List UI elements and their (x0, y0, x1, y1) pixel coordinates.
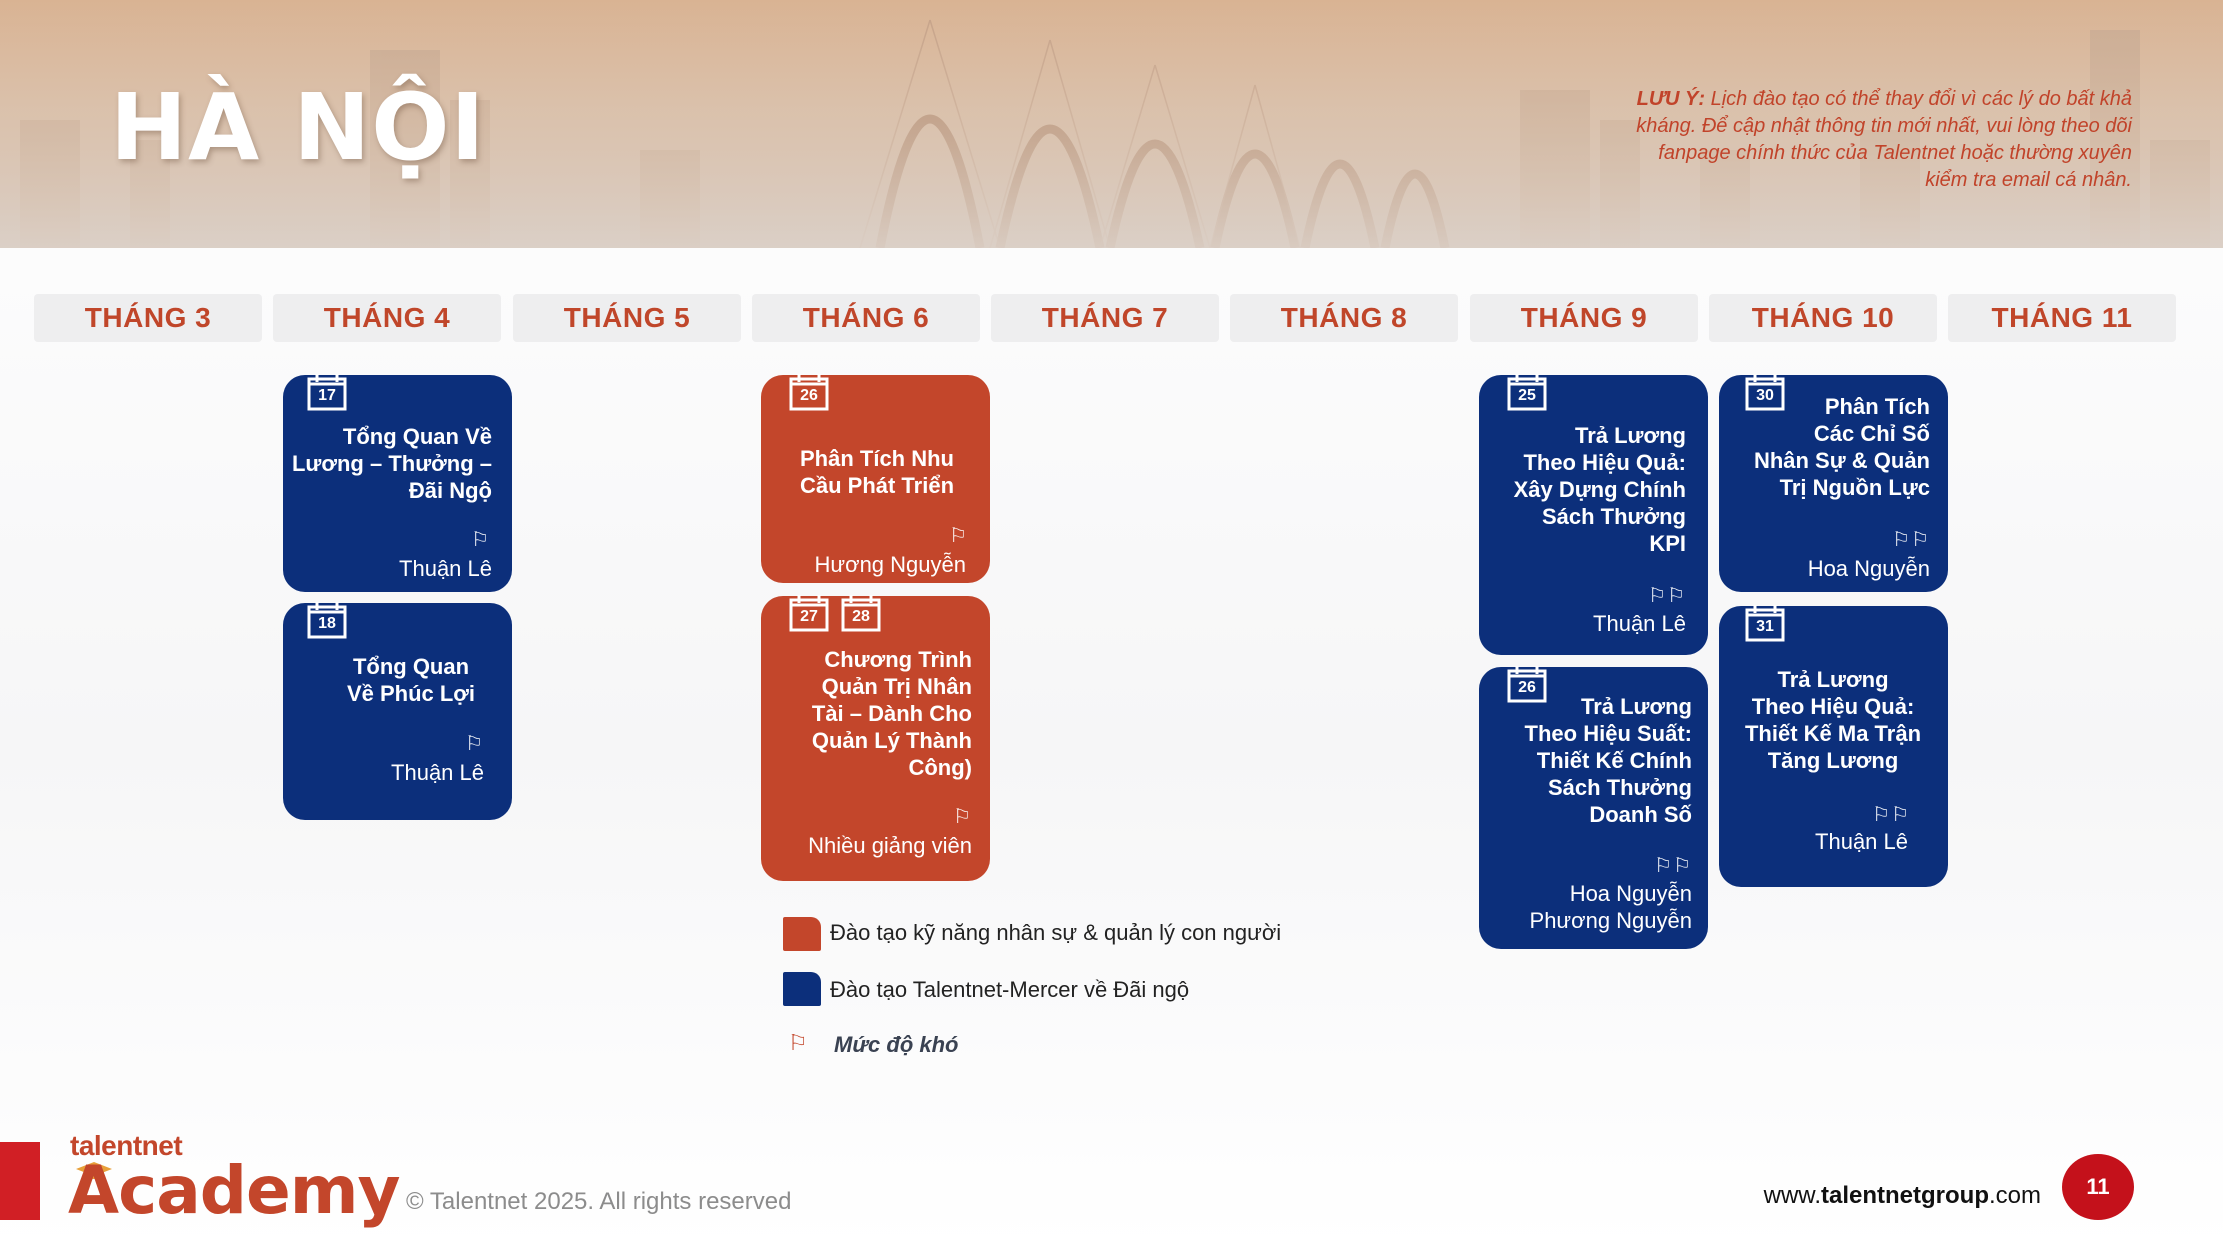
course-card[interactable] (1719, 375, 1948, 592)
month-header-8: THÁNG 8 (1230, 294, 1458, 342)
month-header-6: THÁNG 6 (752, 294, 980, 342)
page-title: HÀ NỘI (110, 74, 486, 181)
course-card[interactable] (761, 375, 990, 583)
month-header-9: THÁNG 9 (1470, 294, 1698, 342)
course-card[interactable] (1479, 375, 1708, 655)
course-date: 25 (1518, 387, 1536, 404)
month-header-7: THÁNG 7 (991, 294, 1219, 342)
calendar-icon (789, 594, 829, 632)
legend-label-difficulty: Mức độ khó (834, 1032, 959, 1057)
course-date: 27 (800, 608, 818, 625)
copyright-text: © Talentnet 2025. All rights reserved (406, 1188, 792, 1215)
course-trainer: Thuận Lê (391, 760, 484, 785)
course-title: Trả Lương Theo Hiệu Quả: Thiết Kế Ma Trận Tăng Lương (1744, 667, 1922, 773)
course-date: 30 (1756, 387, 1774, 404)
course-card[interactable] (761, 596, 990, 881)
page-number-badge: 11 (2062, 1154, 2134, 1220)
flag-icon: ⚐ (788, 1030, 808, 1055)
difficulty-flags-icon: ⚐⚐ (1648, 585, 1686, 607)
calendar-icon (307, 601, 347, 639)
calendar-icon (1745, 604, 1785, 642)
course-title: Trả Lương Theo Hiệu Suất: Thiết Kế Chính Sách Thưởng Doanh Số (1524, 694, 1692, 827)
course-title: Tổng Quan Về Phúc Lợi (346, 654, 476, 706)
course-date: 17 (318, 387, 336, 404)
course-trainer: Hoa Nguyễn (1807, 556, 1930, 581)
website-suffix: .com (1988, 1182, 2041, 1209)
website-link[interactable] (1764, 1182, 2041, 1210)
course-card[interactable] (1719, 606, 1948, 887)
difficulty-flags-icon: ⚐⚐ (1872, 804, 1910, 826)
course-trainer: Hương Nguyễn (814, 552, 966, 577)
month-header-5: THÁNG 5 (513, 294, 741, 342)
calendar-icon (841, 594, 881, 632)
course-card[interactable] (283, 375, 512, 592)
legend-swatch-hr-skills (783, 917, 821, 951)
course-title: Trả Lương Theo Hiệu Quả: Xây Dựng Chính Sách Thưởng KPI (1513, 423, 1686, 556)
month-header-10: THÁNG 10 (1709, 294, 1937, 342)
logo-academy: Academy (68, 1152, 400, 1229)
course-card[interactable] (1479, 667, 1708, 949)
difficulty-flag-icon: ⚐ (465, 733, 484, 755)
course-title: Tổng Quan Về Lương – Thưởng – Đãi Ngộ (291, 424, 492, 503)
month-header-3: THÁNG 3 (34, 294, 262, 342)
course-title: Chương Trình Quản Trị Nhân Tài – Dành Cho Quản Lý Thành Công) (811, 647, 972, 780)
calendar-icon (789, 373, 829, 411)
course-title: Phân Tích Các Chỉ Số Nhân Sự & Quản Trị Nguồn Lực (1753, 394, 1930, 500)
course-date: 26 (800, 387, 818, 404)
course-trainer: Thuận Lê (1815, 829, 1908, 854)
course-trainer: Nhiều giảng viên (808, 833, 972, 858)
month-header-11: THÁNG 11 (1948, 294, 2176, 342)
difficulty-flags-icon: ⚐⚐ (1892, 529, 1930, 551)
course-trainer: Thuận Lê (399, 556, 492, 581)
course-trainer: Thuận Lê (1593, 611, 1686, 636)
legend-label-hr-skills: Đào tạo kỹ năng nhân sự & quản lý con người (830, 920, 1282, 945)
header-banner (0, 0, 2223, 248)
course-title: Phân Tích Nhu Cầu Phát Triển (799, 446, 955, 498)
difficulty-flags-icon: ⚐⚐ (1654, 855, 1692, 877)
calendar-icon (1507, 373, 1547, 411)
course-date: 18 (318, 615, 336, 632)
note-label: LƯU Ý: (1636, 88, 1706, 110)
course-date: 28 (852, 608, 870, 625)
course-date: 31 (1756, 618, 1774, 635)
difficulty-flag-icon: ⚐ (953, 806, 972, 828)
schedule-note (1612, 86, 2132, 194)
difficulty-flag-icon: ⚐ (949, 525, 968, 547)
legend-label-compensation: Đào tạo Talentnet-Mercer về Đãi ngộ (830, 977, 1190, 1002)
footer-accent-bar (0, 1142, 40, 1220)
website-prefix: www. (1763, 1182, 1821, 1209)
course-trainer: Hoa Nguyễn Phương Nguyễn (1529, 881, 1692, 933)
difficulty-flag-icon: ⚐ (471, 529, 490, 551)
calendar-icon (307, 373, 347, 411)
logo-wordmark-top: talentnet (70, 1130, 183, 1161)
month-header-4: THÁNG 4 (273, 294, 501, 342)
course-date: 26 (1518, 679, 1536, 696)
website-domain: talentnetgroup (1820, 1182, 1989, 1209)
note-text: Lịch đào tạo có thể thay đổi vì các lý do bất khả kháng. Để cập nhật thông tin mới nhất, vui lòng theo dõi fanpage chính thức của Talentnet hoặc thường xuyên kiểm tra email cá nhân. (1636, 88, 2132, 191)
legend-swatch-compensation (783, 972, 821, 1006)
course-card[interactable] (283, 603, 512, 820)
